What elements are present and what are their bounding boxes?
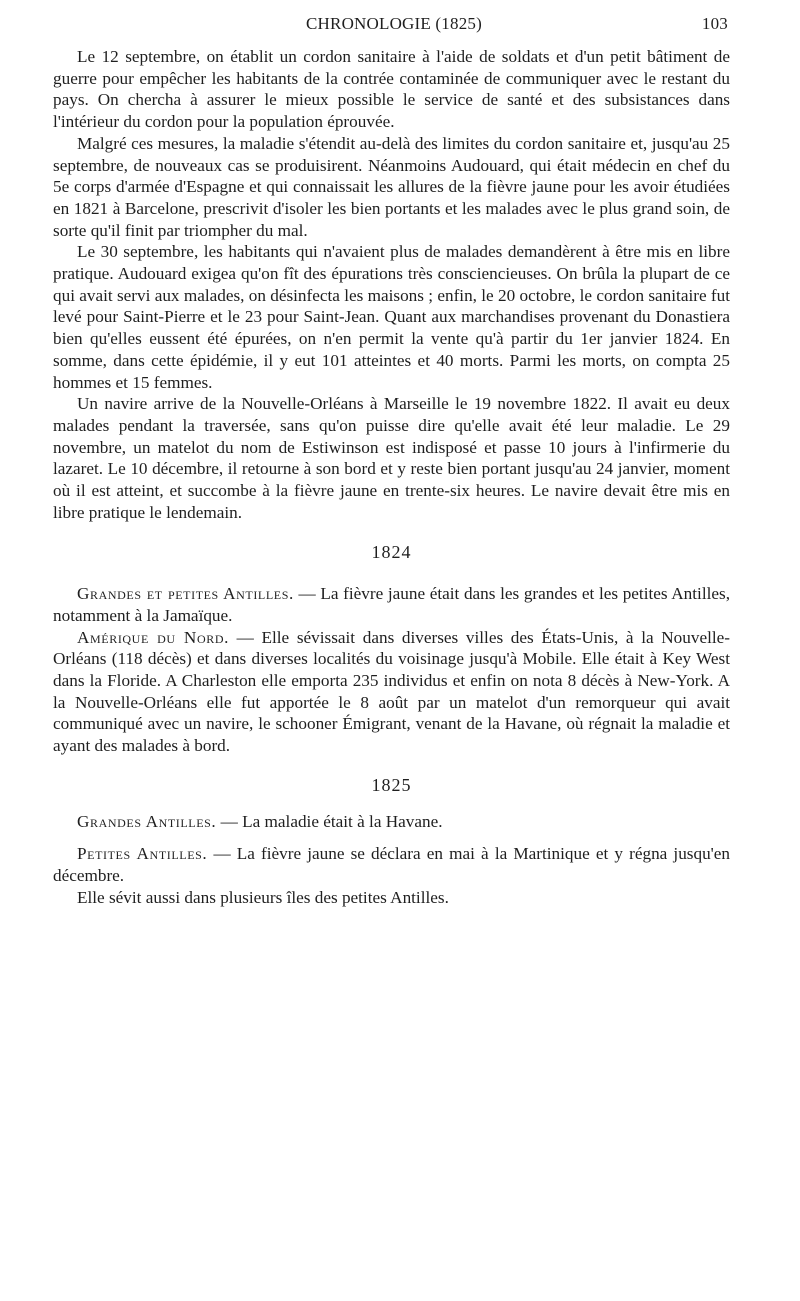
page-number: 103 [701,14,728,33]
paragraph-text: — La fièvre jaune était dans les grandes et les petites Antilles, notamment à la Jamaïque. [53,584,730,625]
year-heading-1824: 1824 [371,542,412,563]
section-label: Petites Antilles. [77,844,208,864]
paragraph-antilles-1824 [53,583,730,626]
paragraph-text: — La fièvre jaune se déclara en mai à la Martinique et y régna jusqu'en décembre. [53,844,730,885]
paragraph-text: — La maladie était à la Havane. [216,811,443,831]
paragraph-text: — Elle sévissait dans diverses villes des États-Unis, à la Nouvelle-Orléans (118 décès) et dans diverses localités du voisinage jusqu'à Mobile. Elle était à Key West dans la Floride. A Charleston elle emporta 235 individus et enfin on nota 8 décès à New-York. A la Nouvelle-Orléans elle fut apportée le 8 août par un matelot d'un remorqueur qui avait communiqué avec un navire, le schooner Émigrant, venant de la Havane, où régnait la maladie et ayant des malades à bord. [53,627,730,756]
page-body [53,46,730,908]
section-label: Amérique du Nord. [77,627,229,647]
paragraph-libre-pratique: Le 30 septembre, les habitants qui n'avaient plus de malades demandèrent à être mis en libre pratique. Audouard exigea qu'on fît des épurations très consciencieuses. On brûla la plupart de ce qui avait servi aux malades, on désinfecta les maisons ; enfin, le 20 octobre, le cordon sanitaire fut levé pour Saint-Pierre et le 23 pour Saint-Jean. Quant aux marchandises provenant du Donastiera bien qu'elles eussent été épurées, on n'en permit la vente qu'à partir du 1er janvier 1824. En somme, dans cette épidémie, il y eut 101 atteintes et 40 morts. Parmi les morts, on compta 25 hommes et 15 femmes. [53,242,730,392]
paragraph-grandes-antilles [53,811,730,833]
paragraph-cordon-sanitaire: Le 12 septembre, on établit un cordon sanitaire à l'aide de soldats et d'un petit bâtiment de guerre pour empêcher les habitants de la contrée contaminée de communiquer avec le restant du pays. On chercha à assurer le mieux possible le service de santé et des subsistances dans l'intérieur du cordon pour la population éprouvée. [53,47,730,132]
paragraph-iles: Elle sévit aussi dans plusieurs îles des petites Antilles. [77,887,449,907]
paragraph-amerique-du-nord [53,627,730,757]
section-label: Grandes et petites Antilles. [77,584,294,604]
paragraph-petites-antilles [53,843,730,886]
year-heading-1825: 1825 [371,774,412,795]
running-title: CHRONOLOGIE (1825) [306,14,482,33]
section-label: Grandes Antilles. [77,811,217,831]
paragraph-navire-marseille: Un navire arrive de la Nouvelle-Orléans à Marseille le 19 novembre 1822. Il avait eu deux malades pendant la traversée, sans qu'on puisse dire qu'elle avait été leur maladie. Le 29 novembre, un matelot du nom de Estiwinson est indisposé et passe 10 jours à l'infirmerie du lazaret. Le 10 décembre, il retourne à son bord et y reste bien portant jusqu'au 24 janvier, moment où il est atteint, et succombe à la fièvre jaune en trente-six heures. Le navire devait être mis en libre pratique le lendemain. [53,394,730,522]
running-header [60,14,728,42]
paragraph-audouard: Malgré ces mesures, la maladie s'étendit au-delà des limites du cordon sanitaire et, jusqu'au 25 septembre, de nouveaux cas se produisirent. Néanmoins Audouard, qui était médecin en chef du 5e corps d'armée d'Espagne et qui connaissait les allures de la fièvre jaune pour les avoir étudiées en 1821 à Barcelone, prescrivit d'isoler les bien portants et les malades avec le plus grand soin, de sorte qu'il finit par triompher du mal. [53,133,730,240]
